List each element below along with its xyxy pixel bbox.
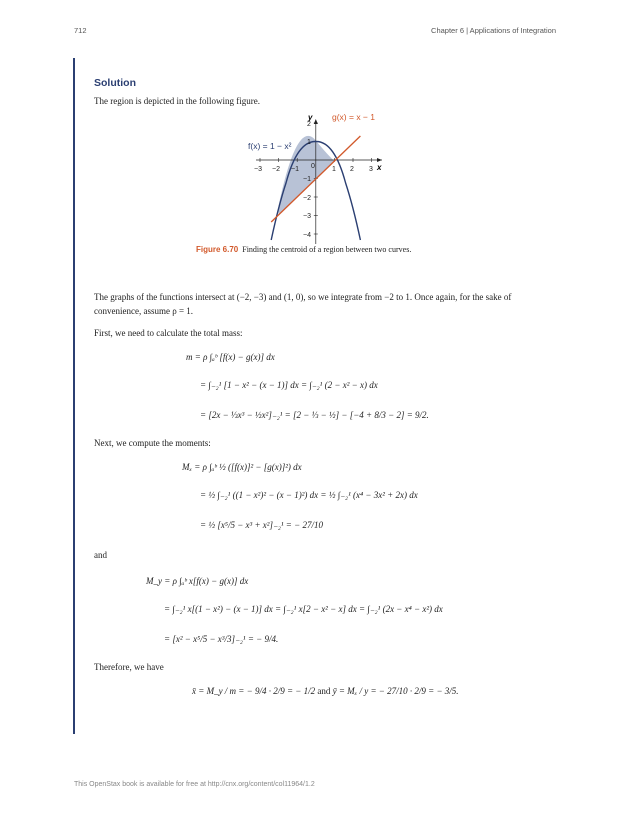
y-tick-label: 1 xyxy=(307,139,311,146)
x-tick-label: −1 xyxy=(291,166,299,173)
and-paragraph: and xyxy=(94,550,107,560)
equation-mass-line-1: m = ρ ∫ₐᵇ [f(x) − g(x)] dx xyxy=(186,352,275,362)
x-tick-label: −2 xyxy=(272,166,280,173)
intro-paragraph: The region is depicted in the following figure. xyxy=(94,96,260,106)
f-curve-label: f(x) = 1 − x² xyxy=(248,141,292,151)
equation-my-line-2: = ∫₋₂¹ x[(1 − x²) − (x − 1)] dx = ∫₋₂¹ x[2 − x² − x] dx = ∫₋₂¹ (2x − x⁴ − x²) dx xyxy=(164,604,443,614)
x-tick-label: 2 xyxy=(350,166,354,173)
chapter-header: Chapter 6 | Applications of Integration xyxy=(431,26,556,35)
intersect-paragraph: The graphs of the functions intersect at (−2, −3) and (1, 0), so we integrate from −2 to 1. Once again, for the sake of convenience, assume ρ = 1. xyxy=(94,292,512,316)
y-tick-label: −2 xyxy=(303,195,311,202)
g-line-label: g(x) = x − 1 xyxy=(332,112,375,122)
equation-mass-line-3: = [2x − ⅓x³ − ½x²]₋₂¹ = [2 − ⅓ − ½] − [−4 + 8/3 − 2] = 9/2. xyxy=(200,410,429,420)
equation-mx-line-2: = ½ ∫₋₂¹ ((1 − x²)² − (x − 1)²) dx = ½ ∫₋₂¹ (x⁴ − 3x² + 2x) dx xyxy=(200,490,418,500)
x-tick-label: 0 xyxy=(311,163,315,170)
y-axis-label: y xyxy=(308,113,313,122)
figure-region-graph xyxy=(238,108,398,248)
figure-caption-text: Finding the centroid of a region between two curves. xyxy=(242,245,412,254)
x-tick-label: 1 xyxy=(332,166,336,173)
equation-my-line-3: = [x² − x⁵/5 − x³/3]₋₂¹ = − 9/4. xyxy=(164,634,279,644)
y-tick-label: −4 xyxy=(303,232,311,239)
y-tick-label: −1 xyxy=(303,176,311,183)
therefore-paragraph: Therefore, we have xyxy=(94,662,164,672)
x-axis-arrow xyxy=(377,158,382,162)
x-tick-label: 3 xyxy=(369,166,373,173)
y-tick-label: −3 xyxy=(303,213,311,220)
solution-sidebar-rule xyxy=(73,58,75,734)
equation-xbar: x̄ = M_y / m = − 9/4 · 2/9 = − 1/2 xyxy=(192,686,316,696)
y-tick-label: 2 xyxy=(307,121,311,128)
equation-and: and xyxy=(317,686,331,696)
equation-mass-line-2: = ∫₋₂¹ [1 − x² − (x − 1)] dx = ∫₋₂¹ (2 − x² − x) dx xyxy=(200,380,378,390)
footer-text: This OpenStax book is available for free at http://cnx.org/content/col11964/1.2 xyxy=(74,781,315,788)
equation-ybar: ȳ = Mₓ / y = − 27/10 · 2/9 = − 3/5. xyxy=(332,686,459,696)
moments-intro-paragraph: Next, we compute the moments: xyxy=(94,438,211,448)
x-tick-label: −3 xyxy=(254,166,262,173)
equation-my-line-1: M_y = ρ ∫ₐᵇ x[f(x) − g(x)] dx xyxy=(146,576,249,586)
x-axis-label: x xyxy=(377,163,382,172)
figure-caption xyxy=(196,244,436,255)
equation-centroid xyxy=(192,686,459,696)
solution-title: Solution xyxy=(94,77,136,89)
page-number: 712 xyxy=(74,26,87,35)
equation-mx-line-1: Mₓ = ρ ∫ₐᵇ ½ ([f(x)]² − [g(x)]²) dx xyxy=(182,462,302,472)
figure-label: Figure 6.70 xyxy=(196,245,239,254)
mass-intro-paragraph: First, we need to calculate the total mass: xyxy=(94,328,243,338)
equation-mx-line-3: = ½ [x⁵/5 − x³ + x²]₋₂¹ = − 27/10 xyxy=(200,520,323,530)
